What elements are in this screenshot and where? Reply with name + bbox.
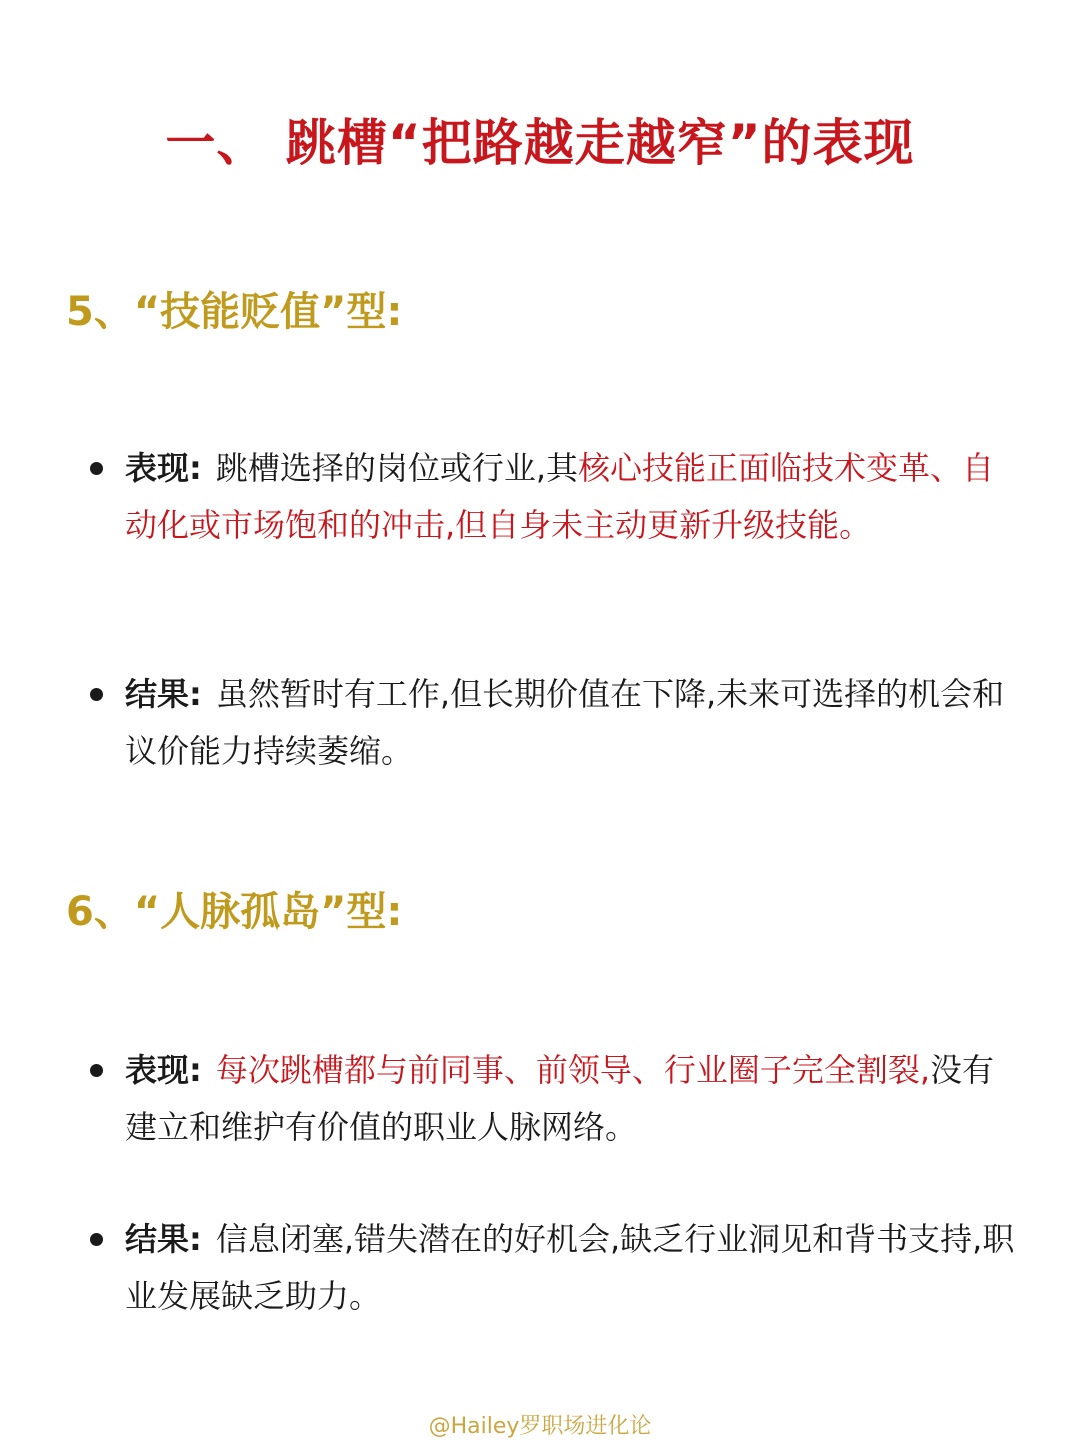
page-title: 一、 跳槽“把路越走越窄”的表现 xyxy=(165,114,915,172)
bullet-highlight: 核心技能正面临技术变革、自动化或市场饱和的冲击,但自身未主动更新升级技能。 xyxy=(125,449,995,544)
bullet-label: 结果: xyxy=(125,675,202,713)
bullet-label: 表现: xyxy=(125,1051,202,1089)
bullet-dot-icon xyxy=(90,1233,103,1246)
bullet-text xyxy=(125,440,1015,554)
author-watermark: @Hailey罗职场进化论 xyxy=(428,1414,652,1439)
bullet-highlight: 每次跳槽都与前同事、前领导、行业圈子完全割裂, xyxy=(215,1051,930,1089)
bullet-body-after: 没有建立和维护有价值的职业人脉网络。 xyxy=(125,1051,995,1146)
bullet-label: 表现: xyxy=(125,449,202,487)
bullet-text xyxy=(125,1211,1015,1325)
bullet-text xyxy=(125,1042,1015,1156)
bullet-dot-icon xyxy=(90,462,103,475)
bullet-body: 虽然暂时有工作,但长期价值在下降,未来可选择的机会和议价能力持续萎缩。 xyxy=(125,675,1005,770)
section-heading-skill-devaluation: 5、“技能贬值”型: xyxy=(66,289,403,335)
bullet-label: 结果: xyxy=(125,1220,202,1258)
bullet-body: 跳槽选择的岗位或行业,其 xyxy=(215,449,578,487)
bullet-dot-icon xyxy=(90,1064,103,1077)
section-heading-network-island: 6、“人脉孤岛”型: xyxy=(66,889,403,935)
bullet-dot-icon xyxy=(90,688,103,701)
bullet-body: 信息闭塞,错失潜在的好机会,缺乏行业洞见和背书支持,职业发展缺乏助力。 xyxy=(125,1220,1015,1315)
bullet-text xyxy=(125,666,1015,780)
